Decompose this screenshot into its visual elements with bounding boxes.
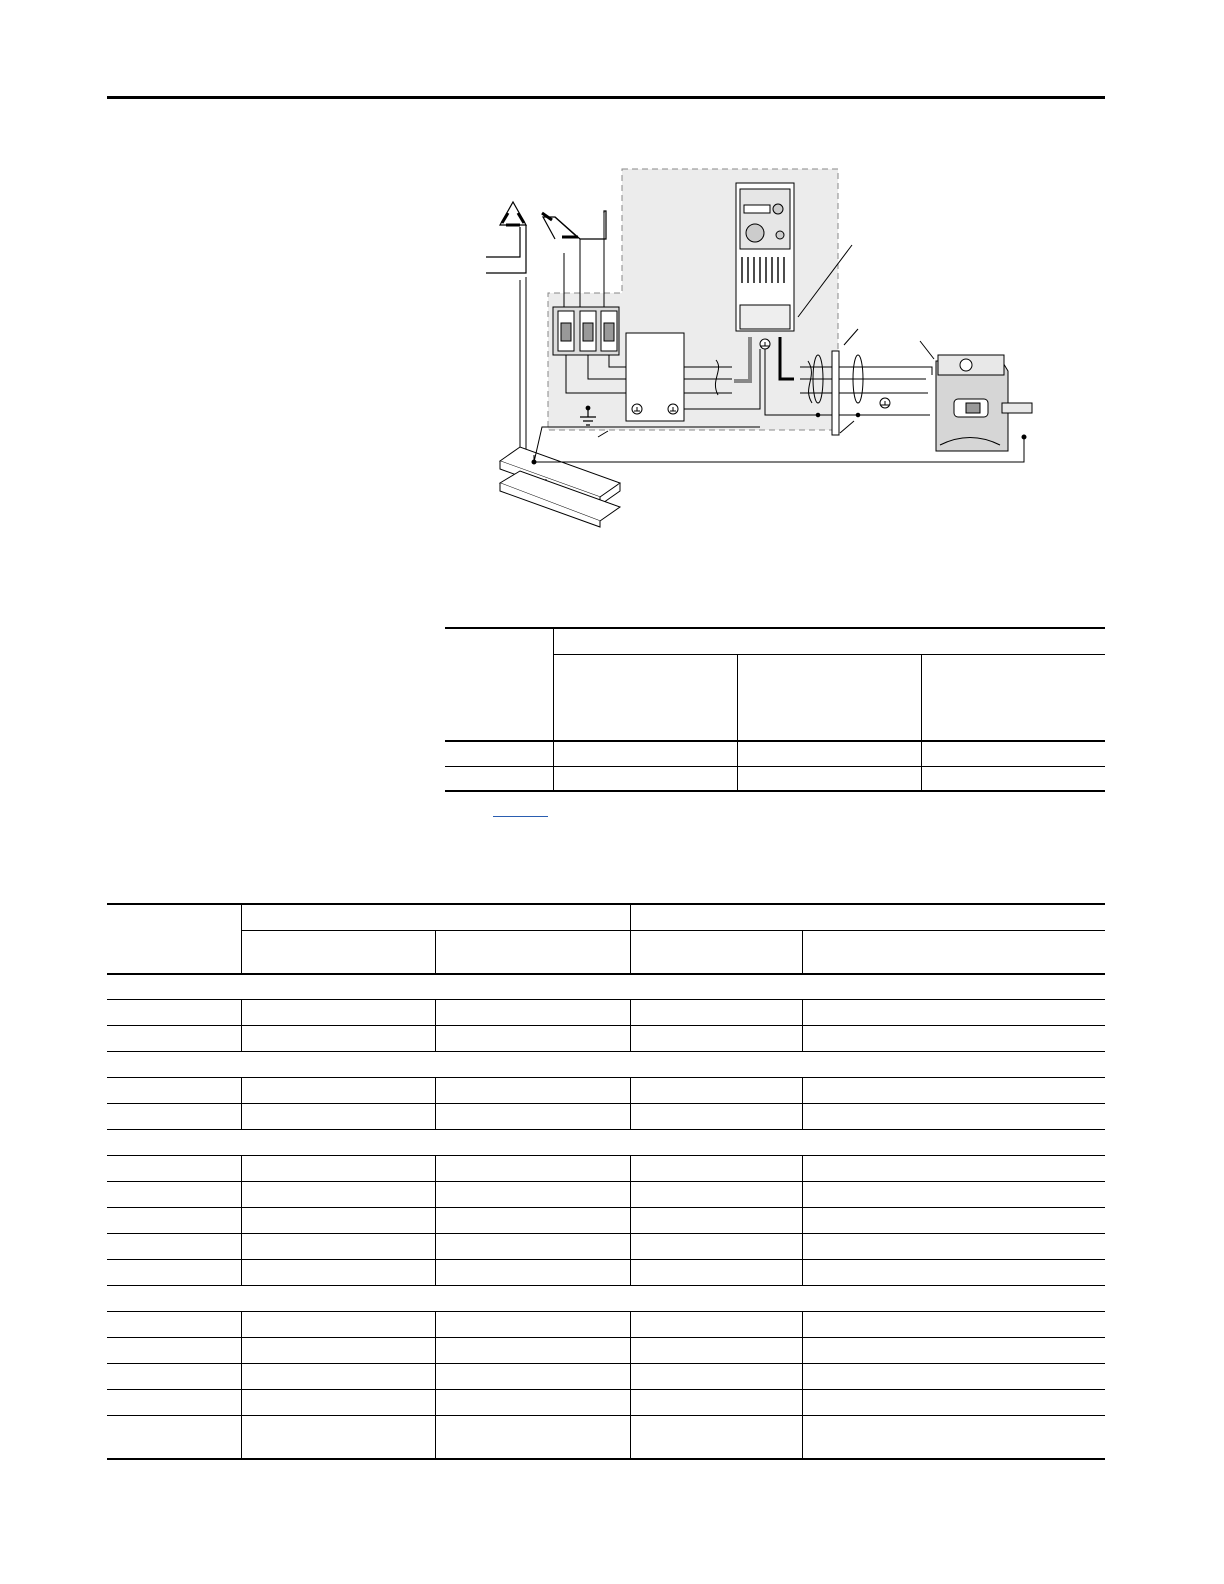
table-row bbox=[445, 741, 1105, 766]
wiring-diagram-figure bbox=[480, 165, 1100, 535]
filter-box-icon bbox=[626, 333, 684, 421]
t2-section-row bbox=[107, 974, 1105, 999]
table-row bbox=[107, 1155, 1105, 1181]
t2-header-col-2 bbox=[435, 930, 630, 974]
table-row bbox=[107, 1259, 1105, 1285]
t1-cell bbox=[737, 766, 921, 791]
table-row bbox=[107, 1103, 1105, 1129]
t2-header-blank bbox=[107, 930, 241, 974]
table-row bbox=[107, 1311, 1105, 1337]
t1-cell bbox=[445, 741, 553, 766]
t1-cell bbox=[921, 741, 1105, 766]
power-source-delta-icon bbox=[486, 202, 526, 273]
wiring-diagram-svg bbox=[480, 165, 1100, 535]
t2-section-row bbox=[107, 1285, 1105, 1311]
t1-cell bbox=[553, 741, 737, 766]
t1-cell bbox=[553, 766, 737, 791]
table-row bbox=[107, 1181, 1105, 1207]
motor-callout-arrow bbox=[920, 341, 934, 359]
t1-cell bbox=[445, 766, 553, 791]
t1-cell bbox=[921, 766, 1105, 791]
table-row bbox=[107, 1025, 1105, 1051]
table-row bbox=[107, 1337, 1105, 1363]
t1-header-rowlabel bbox=[445, 628, 553, 654]
motor-icon bbox=[936, 355, 1032, 451]
building-steel-beam-icon bbox=[500, 447, 620, 527]
t2-header-rowlabel bbox=[107, 904, 241, 930]
footnote-link[interactable] bbox=[493, 816, 548, 817]
t1-header-group bbox=[553, 628, 1105, 654]
table-row bbox=[107, 1207, 1105, 1233]
table-row bbox=[107, 1233, 1105, 1259]
table-row bbox=[445, 766, 1105, 791]
t2-header-group-1 bbox=[241, 904, 630, 930]
t1-cell bbox=[737, 741, 921, 766]
t1-header-col-2 bbox=[737, 654, 921, 741]
table-row bbox=[107, 1389, 1105, 1415]
page-top-rule bbox=[107, 96, 1105, 99]
t2-header-col-3 bbox=[630, 930, 802, 974]
disconnect-fuses-icon bbox=[553, 307, 619, 355]
t1-header-col-3 bbox=[921, 654, 1105, 741]
t2-header-col-4 bbox=[802, 930, 1105, 974]
ground-arrow bbox=[598, 431, 608, 437]
t1-header-col-1 bbox=[553, 654, 737, 741]
table-row bbox=[107, 999, 1105, 1025]
table-row bbox=[107, 1363, 1105, 1389]
table-2 bbox=[107, 903, 1105, 1460]
t2-header-group-2 bbox=[630, 904, 1105, 930]
power-source-wye-icon bbox=[542, 211, 606, 239]
t2-section-row bbox=[107, 1051, 1105, 1077]
table-row bbox=[107, 1077, 1105, 1103]
table-1 bbox=[445, 627, 1105, 792]
drive-icon bbox=[736, 183, 794, 331]
table-row bbox=[107, 1415, 1105, 1459]
t2-header-col-1 bbox=[241, 930, 435, 974]
t2-section-row bbox=[107, 1129, 1105, 1155]
t1-header-blank bbox=[445, 654, 553, 741]
